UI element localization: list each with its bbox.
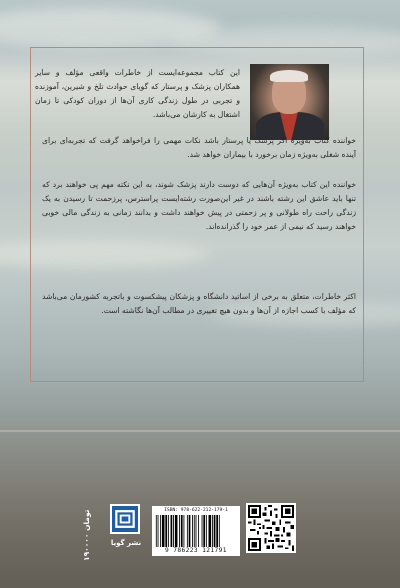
qr-code [246, 503, 296, 553]
publisher-logo [110, 504, 140, 534]
isbn-barcode [152, 506, 240, 556]
author-photo [250, 64, 329, 140]
horizon-line [0, 430, 400, 432]
readers-paragraph: خواننده کتاب به‌ویژه اگر پزشک یا پرستار باشد نکات مهمی را فراخواهد گرفت که تجربه‌ای برای آینده شغلی به‌ویژه زمان برخورد با بیماران خواهد شد. [42, 136, 356, 159]
ean-digits: 9 786223 121791 [165, 547, 227, 554]
isbn-number: ISBN: 978-622-212-179-1 [164, 508, 228, 513]
sources-paragraph: اکثر خاطرات، متعلق به برخی از اساتید دانشگاه و پزشکان پیشکسوت و باتجربه کشورمان می‌باشد که مؤلف با کسب اجازه از آن‌ها و بدون هیچ تغییری در مطالب آن‌ها نگاشته است. [42, 292, 356, 315]
intro-paragraph: این کتاب مجموعه‌ایست از خاطرات واقعی مؤلف و سایر همکاران پزشک و پرستار که گویای حوادث تلخ و شیرین، آموزنده و تجربی در طول زندگی کاری آن‌ها از دوران کودکی تا زمان اشتغال به کارشان می‌باشد. [35, 68, 240, 119]
advice-paragraph: خواننده این کتاب به‌ویژه آن‌هایی که دوست دارند پزشک شوند، به این نکته مهم پی خواهند برد که تنها باید عاشق این رشته باشند در غیر این‌صورت رشته‌ایست پراسترس، پرزحمت تا رسیدن به یک زندگی راحت راه طولانی و پر زحمتی در پیش خواهند داشت و بدانند زمانی به زندگی مالی خوبی خواهند رسید که نیمی از عمر خود را گذرانده‌اند. [42, 180, 356, 231]
publisher-name: نشر گویا [110, 539, 142, 547]
price-label: ۱۹۰۰۰۰ تومان [82, 509, 91, 561]
barcode-bars [155, 515, 237, 547]
